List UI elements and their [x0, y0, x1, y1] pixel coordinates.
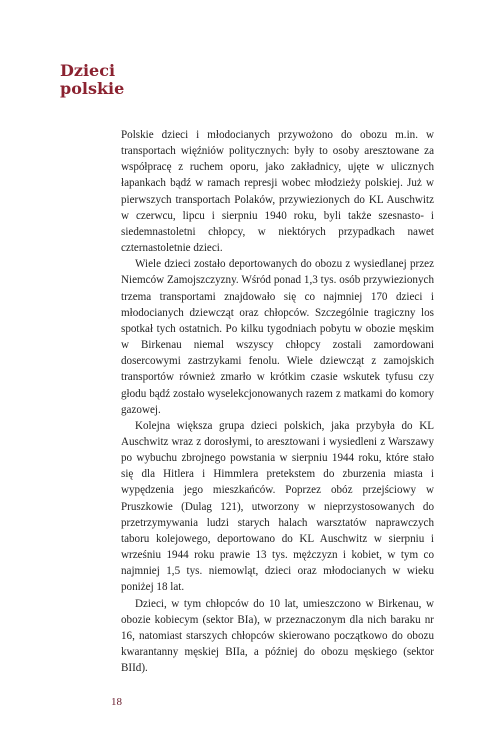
chapter-title: [60, 62, 124, 98]
body-text: [121, 127, 434, 676]
paragraph-4: Dzieci, w tym chłopców do 10 lat, umieszczono w Birkenau, w obozie kobiecym (sektor BIa), w przeznaczonym dla nich baraku nr 16, natomiast starszych chłopców skierowano początkowo do obozu kwarantanny męskiej BIIa, a później do obozu męskiego (sektor BIId).: [121, 597, 434, 675]
paragraph-1: Polskie dzieci i młodocianych przywożono do obozu m.in. w transportach więźniów politycznych: były to osoby aresztowane za współpracę z ruchem oporu, jako zakładnicy, ujęte w ulicznych łapankach bądź w ramach represji wobec młodzieży polskiej. Już w pierwszych transportach Polaków, przywiezionych do KL Auschwitz w czerwcu, lipcu i sierpniu 1940 roku, byli także szesnasto- i siedemnastoletni chłopcy, w niektórych przypadkach nawet czternastoletnie dzieci.: [121, 129, 434, 255]
paragraph-3: Kolejna większa grupa dzieci polskich, jaka przybyła do KL Auschwitz wraz z dorosłymi, to aresztowani i wysiedleni z Warszawy po wybuchu zbrojnego powstania w sierpniu 1944 roku, które stało się dla Hitlera i Himmlera pretekstem do zburzenia miasta i wypędzenia jego mieszkańców. Poprzez obóz przejściowy w Pruszkowie (Dulag 121), utworzony w nieprzystosowanych do przetrzymywania ludzi starych halach warsztatów naprawczych taboru kolejowego, deportowano do KL Auschwitz w sierpniu i wrześniu 1944 roku prawie 13 tys. mężczyzn i kobiet, w tym co najmniej 1,5 tys. niemowląt, dzieci oraz młodocianych w wieku poniżej 18 lat.: [121, 419, 434, 594]
page-number: 18: [111, 696, 122, 708]
chapter-title-line-2: polskie: [60, 79, 125, 98]
chapter-title-line-1: Dzieci: [60, 61, 116, 80]
paragraph-2: Wiele dzieci zostało deportowanych do obozu z wysiedlanej przez Niemców Zamojszczyzny. Wśród ponad 1,3 tys. osób przywiezionych trzema transportami znajdowało się co najmniej 170 dzieci i młodocianych dziewcząt oraz chłopców. Szczególnie tragiczny los spotkał tych ostatnich. Po kilku tygodniach pobytu w obozie męskim w Birkenau niemal wszyscy chłopcy zostali zamordowani dosercowymi zastrzykami fenolu. Wiele dziewcząt z zamojskich transportów również zmarło w krótkim czasie wskutek tyfusu czy głodu bądź zostało wyselekcjonowanych razem z matkami do komory gazowej.: [121, 258, 434, 416]
